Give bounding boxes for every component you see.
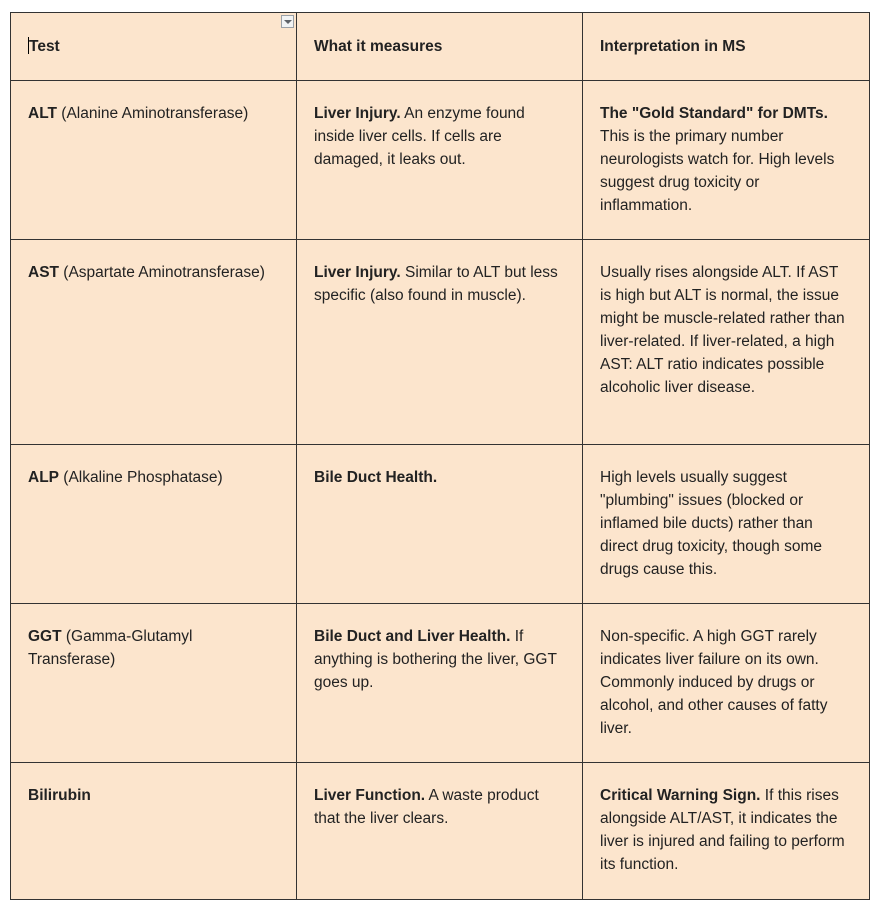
- measures-text: An enzyme found inside liver cells. If cells are damaged, it leaks out.: [314, 105, 525, 168]
- cell-interpretation[interactable]: [583, 763, 870, 900]
- cell-interpretation[interactable]: [583, 81, 870, 240]
- cell-test[interactable]: [11, 445, 297, 604]
- filter-dropdown-icon[interactable]: [281, 15, 294, 28]
- cell-interpretation[interactable]: [583, 445, 870, 604]
- header-cell-what-it-measures[interactable]: [297, 13, 583, 81]
- measures-heading: Liver Injury.: [314, 105, 401, 122]
- interpretation-heading: Critical Warning Sign.: [600, 787, 761, 804]
- table-row: [11, 604, 870, 763]
- header-label: What it measures: [314, 38, 443, 55]
- cell-measures[interactable]: [297, 240, 583, 445]
- header-row: [11, 13, 870, 81]
- cell-test[interactable]: [11, 763, 297, 900]
- interpretation-text: Usually rises alongside ALT. If AST is high but ALT is normal, the issue might be muscle-related rather than liver-related. If liver-related, a high AST: ALT ratio indicates possible alcoholic liver disease.: [600, 264, 845, 396]
- cell-measures[interactable]: [297, 445, 583, 604]
- header-cell-interpretation[interactable]: [583, 13, 870, 81]
- interpretation-text: High levels usually suggest "plumbing" issues (blocked or inflamed bile ducts) rather than direct drug toxicity, though some drugs cause this.: [600, 469, 822, 578]
- test-name: ALP: [28, 469, 59, 486]
- interpretation-text: This is the primary number neurologists watch for. High levels suggest drug toxicity or inflammation.: [600, 128, 835, 214]
- header-label: Test: [29, 38, 60, 55]
- measures-text: If anything is bothering the liver, GGT goes up.: [314, 628, 557, 691]
- measures-heading: Liver Function.: [314, 787, 426, 804]
- measures-text: A waste product that the liver clears.: [314, 787, 539, 827]
- test-name: GGT: [28, 628, 62, 645]
- test-full-name: (Gamma-Glutamyl Transferase): [28, 628, 193, 668]
- cell-measures[interactable]: [297, 81, 583, 240]
- interpretation-heading: The "Gold Standard" for DMTs.: [600, 105, 828, 122]
- test-full-name: (Aspartate Aminotransferase): [59, 264, 265, 281]
- table-row: [11, 445, 870, 604]
- interpretation-text: If this rises alongside ALT/AST, it indicates the liver is injured and failing to perform its function.: [600, 787, 845, 873]
- cell-test[interactable]: [11, 81, 297, 240]
- cell-interpretation[interactable]: [583, 604, 870, 763]
- test-full-name: (Alkaline Phosphatase): [59, 469, 223, 486]
- header-cell-test[interactable]: [11, 13, 297, 81]
- cell-test[interactable]: [11, 240, 297, 445]
- measures-heading: Bile Duct and Liver Health.: [314, 628, 511, 645]
- cell-measures[interactable]: [297, 763, 583, 900]
- test-full-name: (Alanine Aminotransferase): [56, 105, 249, 122]
- cell-measures[interactable]: [297, 604, 583, 763]
- test-name: ALT: [28, 105, 57, 122]
- measures-text: Similar to ALT but less specific (also found in muscle).: [314, 264, 558, 304]
- measures-heading: Liver Injury.: [314, 264, 401, 281]
- cell-interpretation[interactable]: [583, 240, 870, 445]
- test-name: Bilirubin: [28, 787, 91, 804]
- table-row: [11, 763, 870, 900]
- interpretation-text: Non-specific. A high GGT rarely indicates liver failure on its own. Commonly induced by drugs or alcohol, and other causes of fatty liver.: [600, 628, 828, 737]
- liver-tests-table: [10, 12, 870, 900]
- table-row: [11, 240, 870, 445]
- measures-heading: Bile Duct Health.: [314, 469, 438, 486]
- table-row: [11, 81, 870, 240]
- cell-test[interactable]: [11, 604, 297, 763]
- test-name: AST: [28, 264, 59, 281]
- header-label: Interpretation in MS: [600, 38, 746, 55]
